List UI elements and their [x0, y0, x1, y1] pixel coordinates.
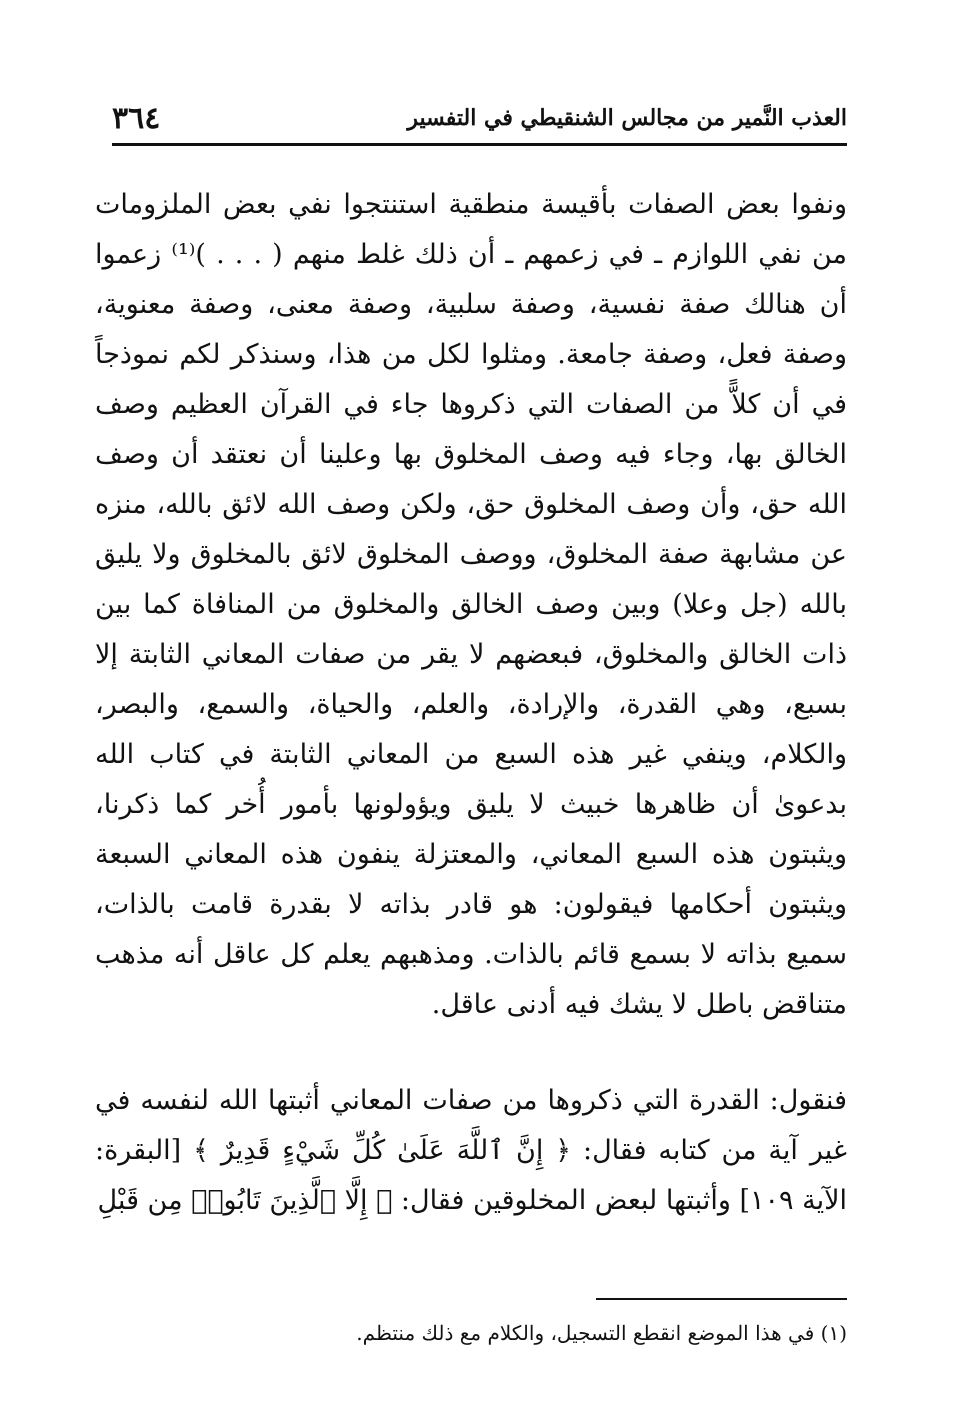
- main-text: [95, 180, 847, 1226]
- body-paragraph-2: فنقول: القدرة التي ذكروها من صفات المعاني أثبتها الله لنفسه في غير آية من كتابه فقال: ﴿ إِنَّ ٱللَّهَ عَلَىٰ كُلِّ شَيْءٍ قَدِيرٌ ﴾ [البقرة: الآية ١٠٩] وأثبتها لبعض المخلوقين فقال: ﴿ إِلَّا ٱلَّذِينَ تَابُوا۟ مِن قَبْلِ: [95, 1085, 847, 1216]
- footnote-1: (١) في هذا الموضع انقطع التسجيل، والكلام مع ذلك منتظم.: [356, 1321, 847, 1345]
- running-title: العذب النَّمير من مجالس الشنقيطي في التفسير: [407, 105, 847, 131]
- running-header: [112, 95, 847, 146]
- page-number: ٣٦٤: [112, 101, 161, 136]
- body-paragraph-1: ونفوا بعض الصفات بأقيسة منطقية استنتجوا نفي بعض الملزومات من نفي اللوازم ـ في زعمهم ـ أن ذلك غلط منهم ( . . . )⁽¹⁾ زعموا أن هنالك صفة نفسية، وصفة سلبية، وصفة معنى، وصفة معنوية، وصفة فعل، وصفة جامعة. ومثلوا لكل من هذا، وسنذكر لكم نموذجاً في أن كلاًّ من الصفات التي ذكروها جاء في القرآن العظيم وصف الخالق بها، وجاء فيه وصف المخلوق بها وعلينا أن نعتقد أن وصف الله حق، وأن وصف المخلوق حق، ولكن وصف الله لائق بالله، منزه عن مشابهة صفة المخلوق، ووصف المخلوق لائق بالمخلوق ولا يليق بالله (جل وعلا) وبين وصف الخالق والمخلوق من المنافاة كما بين ذات الخالق والمخلوق، فبعضهم لا يقر من صفات المعاني الثابتة إلا بسبع، وهي القدرة، والإرادة، والعلم، والحياة، والسمع، والبصر، والكلام، وينفي غير هذه السبع من المعاني الثابتة في كتاب الله بدعوىٰ أن ظاهرها خبيث لا يليق ويؤولونها بأمور أُخر كما ذكرنا، ويثبتون هذه السبع المعاني، والمعتزلة ينفون هذه المعاني السبعة ويثبتون أحكامها فيقولون: هو قادر بذاته لا بقدرة قامت بالذات، سميع بذاته لا بسمع قائم بالذات. ومذهبهم يعلم كل عاقل أنه مذهب متناقض باطل لا يشك فيه أدنى عاقل.: [95, 189, 848, 1020]
- footnote-divider: [596, 1298, 847, 1300]
